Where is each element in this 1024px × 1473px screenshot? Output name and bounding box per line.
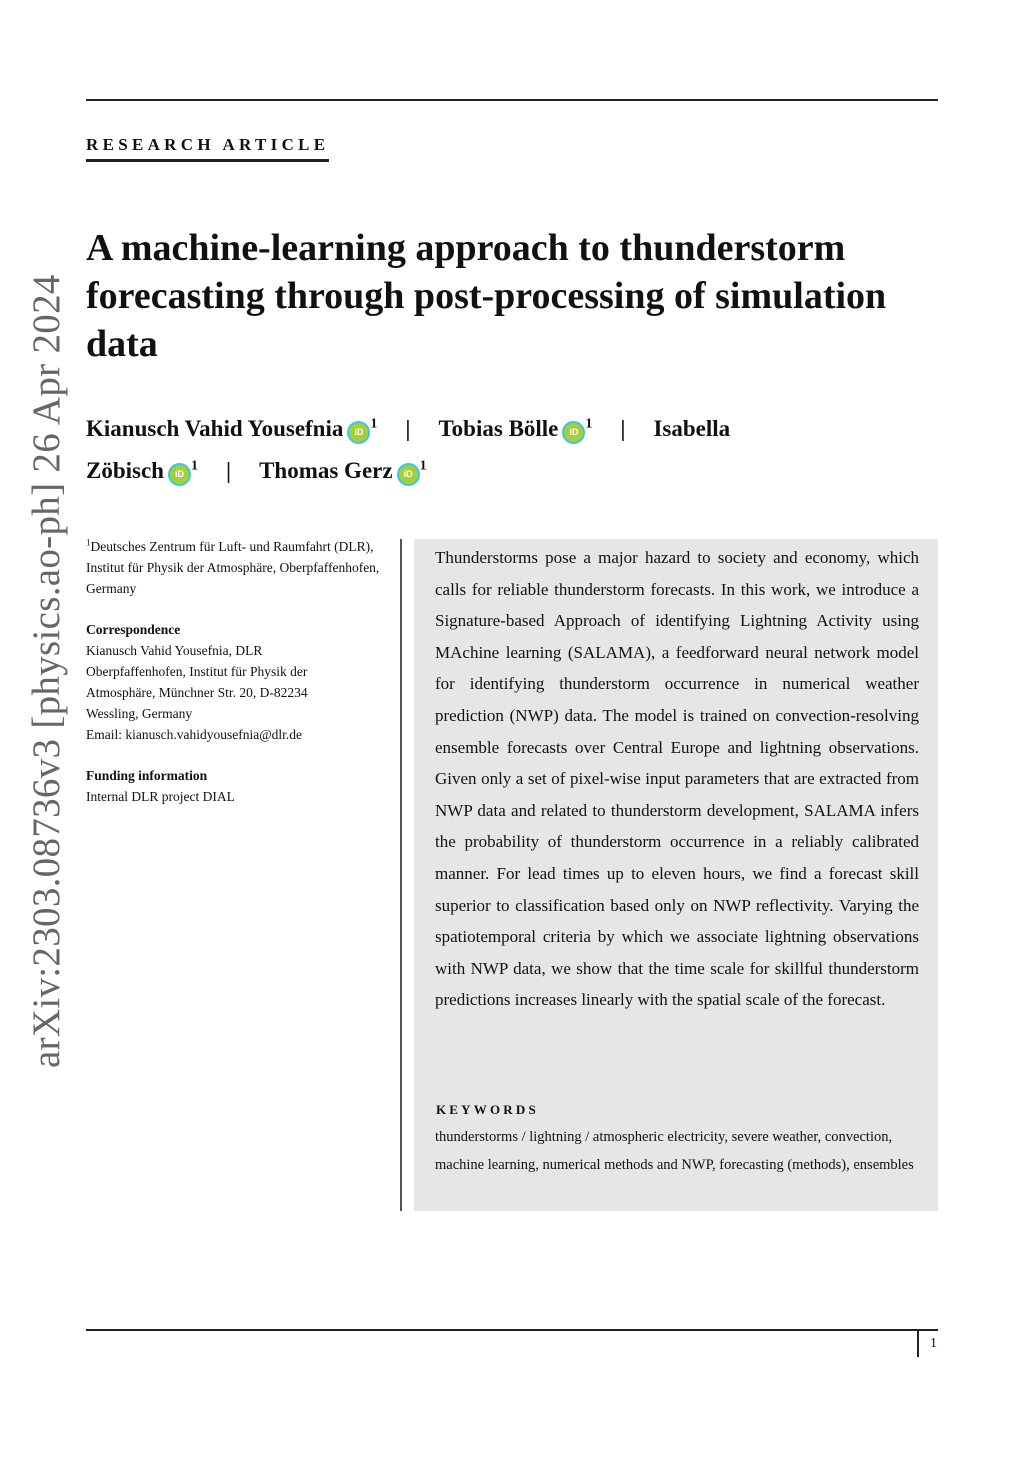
abstract-side-bar — [400, 539, 414, 1211]
bottom-rule — [86, 1329, 938, 1331]
affiliation-marker: 1 — [190, 458, 198, 474]
front-matter-sidebar — [86, 536, 386, 827]
page-number: 1 — [930, 1336, 937, 1351]
funding-text: Internal DLR project DIAL — [86, 789, 235, 804]
funding-block — [86, 765, 386, 807]
affiliation-marker: 1 — [370, 416, 378, 432]
keywords-text: thunderstorms / lightning / atmospheric electricity, severe weather, convection, machine learning, numerical methods and NWP, forecasting (methods), ensembles — [435, 1129, 914, 1173]
orcid-icon[interactable]: iD — [562, 421, 585, 444]
author-1 — [86, 416, 377, 441]
orcid-icon[interactable]: iD — [168, 463, 191, 486]
correspondence-line: Kianusch Vahid Yousefnia, DLR — [86, 643, 263, 658]
author-name: Kianusch Vahid Yousefnia — [86, 416, 344, 441]
affiliation-block — [86, 536, 386, 599]
paper-title: A machine-learning approach to thunderstorm forecasting through post-processing of simulation data — [86, 227, 887, 365]
correspondence-line: Atmosphäre, Münchner Str. 20, D-82234 — [86, 685, 308, 700]
author-2 — [438, 416, 592, 441]
affiliation-marker: 1 — [419, 458, 427, 474]
article-type-label: RESEARCH ARTICLE — [86, 135, 329, 162]
correspondence-email[interactable]: Email: kianusch.vahidyousefnia@dlr.de — [86, 727, 303, 742]
correspondence-heading: Correspondence — [86, 622, 181, 637]
page-number-tick — [917, 1331, 919, 1357]
author-list — [86, 408, 806, 492]
author-separator: | — [225, 458, 232, 483]
arxiv-identifier: arXiv:2303.08736v3 [physics.ao-ph] 26 Apr 2024 — [25, 274, 68, 1068]
affiliation-marker: 1 — [86, 537, 91, 548]
author-separator: | — [405, 416, 411, 441]
author-name: Thomas Gerz — [259, 458, 393, 483]
author-separator: | — [620, 416, 626, 441]
correspondence-line: Wessling, Germany — [86, 706, 193, 721]
author-4 — [259, 458, 427, 483]
author-name: Tobias Bölle — [438, 416, 559, 441]
affiliation-marker: 1 — [585, 416, 593, 432]
affiliation-text: Deutsches Zentrum für Luft- und Raumfahrt (DLR), Institut für Physik der Atmosphäre, Oberpfaffenhofen, Germany — [86, 539, 380, 596]
keywords-heading: KEYWORDS — [436, 1102, 539, 1117]
correspondence-line: Oberpfaffenhofen, Institut für Physik der — [86, 664, 308, 679]
orcid-icon[interactable]: iD — [397, 463, 420, 486]
orcid-icon[interactable]: iD — [347, 421, 370, 444]
top-rule — [86, 99, 938, 101]
abstract-text: Thunderstorms pose a major hazard to society and economy, which calls for reliable thunderstorm forecasts. In this work, we introduce a Signature-based Approach of identifying Lightning Activity using MAchine learning (SALAMA), a feedforward neural network model for identifying thunderstorm occurrence in numerical weather prediction (NWP) data. The model is trained on convection-resolving ensemble forecasts over Central Europe and lightning observations. Given only a set of pixel-wise input parameters that are extracted from NWP data and related to thunderstorm development, SALAMA infers the probability of thunderstorm occurrence in a reliably calibrated manner. For lead times up to eleven hours, we find a forecast skill superior to classification based only on NWP reflectivity. Varying the spatiotemporal criteria by which we associate lightning observations with NWP data, we show that the time scale for skillful thunderstorm predictions increases linearly with the spatial scale of the forecast. — [435, 548, 919, 1010]
correspondence-block — [86, 619, 386, 745]
author-name: Isabella Zöbisch — [86, 416, 731, 483]
funding-heading: Funding information — [86, 768, 208, 783]
